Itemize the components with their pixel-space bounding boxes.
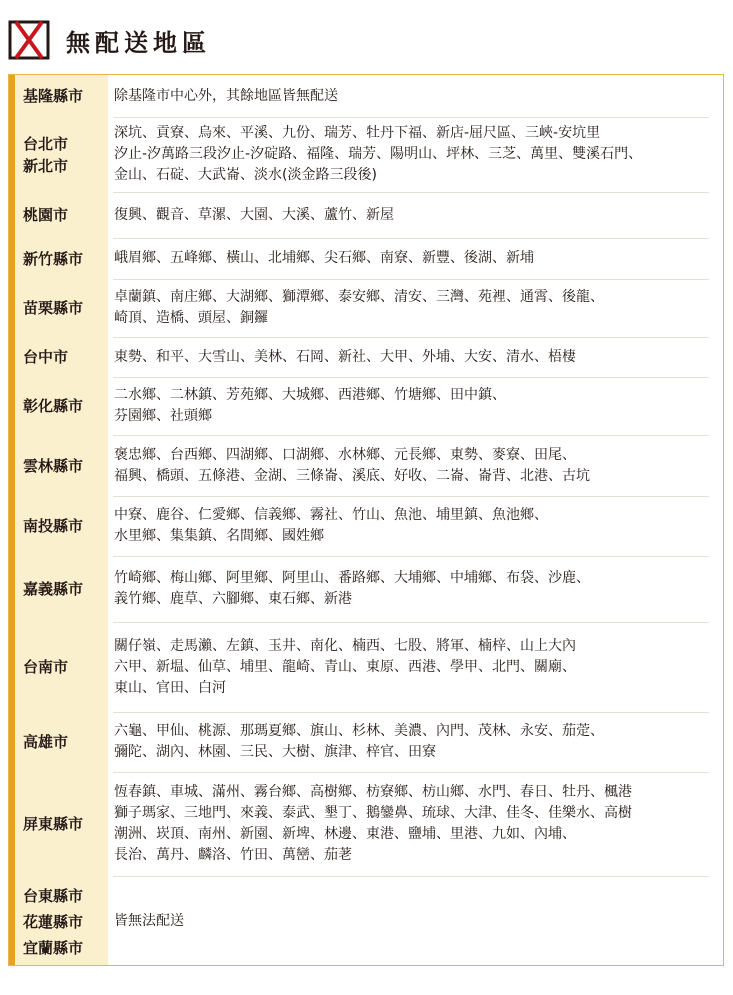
region-name: 桃園市 (23, 206, 69, 224)
area-line: 東山、官田、白河 (114, 679, 226, 696)
area-list (114, 435, 590, 496)
region-label (23, 377, 109, 435)
region-name: 新竹縣市 (23, 249, 84, 268)
area-line: 二水鄉、二林鎮、芳苑鄉、大城鄉、西港鄉、竹塘鄉、田中鎮、 (114, 387, 506, 403)
area-line: 深坑、貢寮、烏來、平溪、九份、瑞芳、牡丹下福、新店-屈尺區、三峽-安坑里 (114, 125, 601, 141)
region-name: 台中市 (23, 348, 69, 366)
area-line: 彌陀、湖內、林園、三民、大樹、旗津、梓官、田寮 (114, 744, 436, 760)
area-line: 褒忠鄉、台西鄉、四湖鄉、口湖鄉、水林鄉、元長鄉、東勢、麥寮、田尾、 (114, 446, 576, 463)
region-label (23, 772, 109, 876)
table-row (9, 556, 725, 622)
area-list (114, 622, 576, 712)
area-line: 中寮、鹿谷、仁愛鄉、信義鄉、霧社、竹山、魚池、埔里鎮、魚池鄉、 (114, 507, 548, 523)
area-line: 福興、橋頭、五條港、金湖、三條崙、溪底、好收、二崙、崙背、北港、古坑 (114, 467, 590, 484)
page-title: 無配送地區 (66, 29, 211, 57)
area-line: 六龜、甲仙、桃源、那瑪夏鄉、旗山、杉林、美濃、內門、茂林、永安、茄萣、 (114, 723, 604, 739)
region-name: 宜蘭縣市 (23, 938, 84, 957)
region-name: 基隆縣市 (23, 87, 84, 105)
row-divider (113, 238, 709, 239)
area-line: 六甲、新塭、仙草、埔里、龍崎、青山、東原、西港、學甲、北門、關廟、 (114, 658, 576, 675)
region-label (23, 279, 109, 337)
region-name: 台北市 (23, 134, 69, 153)
area-line: 水里鄉、集集鎮、名間鄉、國姓鄉 (114, 528, 324, 544)
area-line: 崎頂、造橋、頭屋、銅鑼 (114, 310, 268, 326)
area-line: 復興、觀音、草漯、大園、大溪、蘆竹、新屋 (114, 206, 394, 223)
region-name: 高雄市 (23, 733, 69, 751)
area-list (114, 238, 534, 279)
area-list (114, 377, 506, 435)
region-name: 台南市 (23, 658, 69, 676)
area-list (114, 75, 338, 117)
region-label (23, 192, 109, 238)
table-row (9, 238, 725, 279)
region-name: 苗栗縣市 (23, 299, 84, 317)
row-divider (113, 377, 709, 378)
region-name: 彰化縣市 (23, 397, 84, 415)
row-divider (113, 712, 709, 713)
area-line: 潮洲、崁頂、南州、新園、新埤、林邊、東港、鹽埔、里港、九如、內埔、 (114, 826, 576, 842)
region-label (23, 435, 109, 496)
row-divider (113, 496, 709, 497)
header (0, 0, 733, 72)
x-box-icon (8, 20, 50, 60)
area-line: 皆無法配送 (114, 913, 184, 929)
table-row (9, 772, 725, 876)
area-line: 汐止-汐萬路三段汐止-汐碇路、福隆、瑞芳、陽明山、坪林、三芝、萬里、雙溪石門、 (114, 146, 643, 162)
area-list (114, 876, 184, 967)
area-list (114, 192, 394, 238)
row-divider (113, 192, 709, 193)
region-label (23, 238, 109, 279)
table-row (9, 377, 725, 435)
table-row (9, 337, 725, 377)
area-list (114, 712, 604, 772)
area-list (114, 772, 632, 876)
row-divider (113, 772, 709, 773)
region-name: 新北市 (23, 156, 69, 175)
region-name: 嘉義縣市 (23, 580, 84, 598)
area-line: 獅子瑪家、三地門、來義、泰武、墾丁、鵝鑾鼻、琉球、大津、佳冬、佳樂水、高樹 (114, 805, 632, 821)
area-list (114, 556, 590, 622)
table-row (9, 712, 725, 772)
row-divider (113, 337, 709, 338)
area-line: 峨眉鄉、五峰鄉、橫山、北埔鄉、尖石鄉、南寮、新豐、後湖、新埔 (114, 250, 534, 266)
row-divider (113, 622, 709, 623)
region-name: 花蓮縣市 (23, 912, 84, 931)
table-row (9, 496, 725, 556)
region-label (23, 876, 109, 967)
row-divider (113, 435, 709, 436)
region-name: 台東縣市 (23, 886, 84, 905)
table-row (9, 192, 725, 238)
region-label (23, 496, 109, 556)
no-delivery-table (8, 74, 724, 966)
area-line: 金山、石碇、大武崙、淡水(淡金路三段後) (114, 167, 377, 183)
area-line: 關仔嶺、走馬瀨、左鎮、玉井、南化、楠西、七股、將軍、楠梓、山上大內 (114, 637, 576, 654)
region-label (23, 337, 109, 377)
region-label (23, 712, 109, 772)
table-row (9, 117, 725, 192)
area-line: 長治、萬丹、麟洛、竹田、萬巒、茄荖 (114, 847, 352, 863)
row-divider (113, 279, 709, 280)
region-name: 南投縣市 (23, 517, 84, 535)
table-row (9, 622, 725, 712)
area-list (114, 337, 576, 377)
area-line: 芬園鄉、社頭鄉 (114, 408, 212, 424)
table-row (9, 435, 725, 496)
area-line: 恆春鎮、車城、滿州、霧台鄉、高樹鄉、枋寮鄉、枋山鄉、水門、春日、牡丹、楓港 (114, 784, 632, 800)
row-divider (113, 117, 709, 118)
area-line: 除基隆市中心外，其餘地區皆無配送 (114, 87, 338, 104)
table-row (9, 75, 725, 117)
area-list (114, 117, 642, 192)
region-label (23, 622, 109, 712)
area-line: 卓蘭鎮、南庄鄉、大湖鄉、獅潭鄉、泰安鄉、清安、三灣、苑裡、通霄、後龍、 (114, 289, 604, 305)
area-line: 竹崎鄉、梅山鄉、阿里鄉、阿里山、番路鄉、大埔鄉、中埔鄉、布袋、沙鹿、 (114, 570, 590, 586)
area-line: 東勢、和平、大雪山、美林、石岡、新社、大甲、外埔、大安、清水、梧棲 (114, 348, 576, 365)
region-label (23, 75, 109, 117)
row-divider (113, 556, 709, 557)
table-row (9, 279, 725, 337)
region-name: 屏東縣市 (23, 815, 84, 833)
area-list (114, 496, 548, 556)
area-list (114, 279, 604, 337)
row-divider (113, 876, 709, 877)
region-name: 雲林縣市 (23, 456, 84, 475)
region-label (23, 556, 109, 622)
table-row (9, 876, 725, 967)
region-label (23, 117, 109, 192)
area-line: 義竹鄉、鹿草、六腳鄉、東石鄉、新港 (114, 591, 352, 607)
